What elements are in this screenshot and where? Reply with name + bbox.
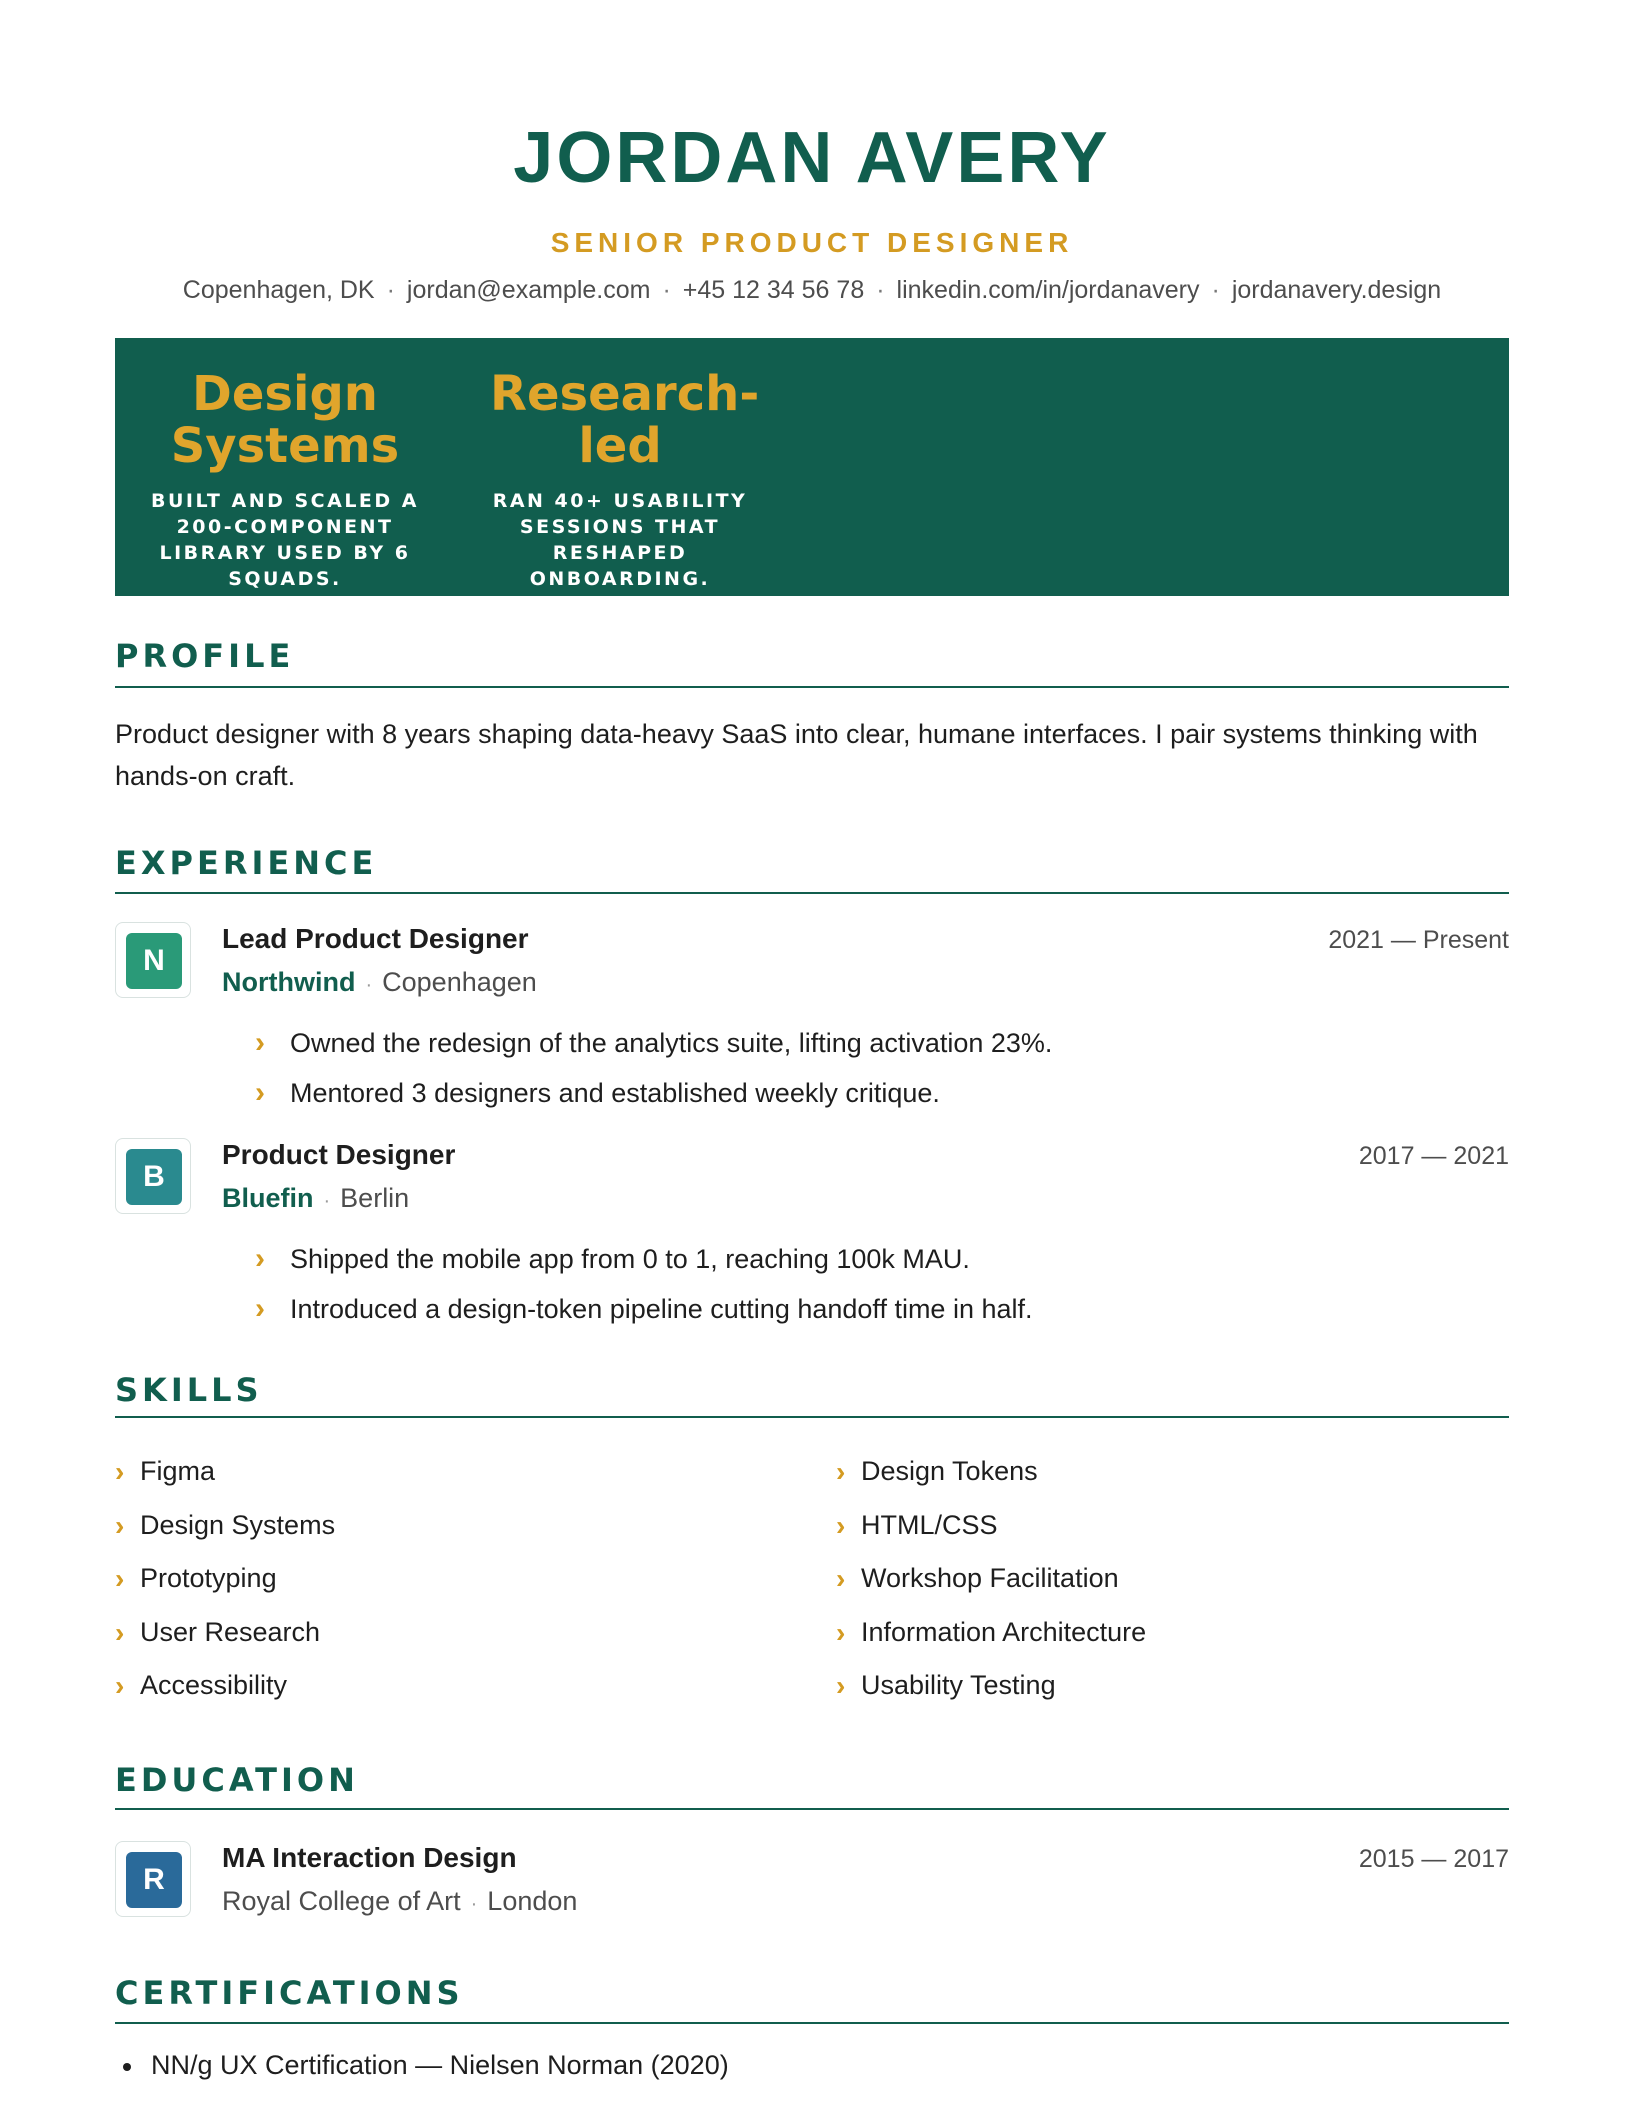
candidate-name: JORDAN AVERY (513, 118, 1111, 198)
skill-text: HTML/CSS (861, 1509, 998, 1540)
skill-text: Information Architecture (861, 1616, 1147, 1647)
skills-list-left (115, 1445, 335, 1713)
skill-item (115, 1499, 335, 1553)
certification-item: NN/g UX Certification — Nielsen Norman (2020) (115, 2047, 729, 2083)
chevron-right-icon: › (836, 1456, 846, 1487)
skill-item (836, 1445, 1146, 1499)
contact-email[interactable]: jordan@example.com (406, 276, 651, 304)
section-divider (115, 2022, 1509, 2024)
certification-list (115, 2047, 729, 2083)
skill-text: Prototyping (140, 1563, 277, 1593)
chevron-right-icon: › (836, 1616, 846, 1648)
education-dates: 2015 — 2017 (1358, 1845, 1509, 1873)
separator-dot: · (470, 1893, 478, 1915)
section-title-education: EDUCATION (115, 1761, 359, 1799)
job-role: Lead Product Designer (222, 923, 529, 954)
section-title-skills: SKILLS (115, 1371, 263, 1409)
section-divider (115, 892, 1509, 894)
company-logo (115, 922, 191, 998)
company-logo (115, 1138, 191, 1214)
section-title-certifications: CERTIFICATIONS (115, 1974, 464, 2012)
chevron-right-icon: › (255, 1026, 265, 1059)
contact-separator: · (662, 276, 671, 304)
skill-item (115, 1659, 335, 1713)
job-org-line (222, 1180, 409, 1219)
achievement-text: Shipped the mobile app from 0 to 1, reaching 100k MAU. (290, 1244, 970, 1274)
company-logo-tile: N (126, 933, 182, 989)
contact-separator: · (876, 276, 885, 304)
chevron-right-icon: › (836, 1509, 846, 1541)
contact-line (115, 273, 1509, 307)
contact-location: Copenhagen, DK (182, 276, 375, 304)
school-logo-tile: R (126, 1852, 182, 1908)
separator-dot: · (323, 1190, 331, 1212)
highlight-headline: Research-led (490, 366, 760, 474)
company-name: Bluefin (222, 1183, 314, 1213)
skill-item (115, 1445, 335, 1499)
contact-separator: · (386, 276, 395, 304)
candidate-title: SENIOR PRODUCT DESIGNER (550, 227, 1074, 258)
chevron-right-icon: › (836, 1670, 846, 1701)
school-line (222, 1883, 577, 1922)
skill-text: Design Systems (140, 1509, 336, 1540)
education-entry-rca (115, 1841, 1509, 1921)
achievement-item (255, 1284, 1033, 1334)
job-role: Product Designer (222, 1139, 456, 1170)
job-dates: 2021 — Present (1328, 926, 1509, 954)
degree-name: MA Interaction Design (222, 1842, 517, 1873)
skill-item (115, 1552, 335, 1606)
skill-text: Usability Testing (861, 1670, 1056, 1700)
skill-text: Workshop Facilitation (861, 1563, 1119, 1593)
job-location: Berlin (340, 1183, 410, 1213)
achievement-item (255, 1018, 1052, 1068)
chevron-right-icon: › (255, 1292, 265, 1325)
skill-text: Design Tokens (861, 1456, 1038, 1486)
experience-entry-bluefin (115, 1138, 1509, 1338)
section-title-profile: PROFILE (115, 637, 295, 675)
highlight-research-led (450, 368, 790, 592)
highlight-body: RAN 40+ USABILITY SESSIONS THAT RESHAPED ONBOARDING. (492, 490, 748, 590)
highlight-body: BUILT AND SCALED A 200-COMPONENT LIBRARY USED BY 6 SQUADS. (150, 490, 420, 590)
achievement-list (255, 1234, 1033, 1334)
experience-entry-northwind (115, 922, 1509, 1122)
highlights-band (115, 338, 1509, 596)
chevron-right-icon: › (836, 1563, 846, 1594)
chevron-right-icon: › (255, 1242, 265, 1275)
section-divider (115, 1416, 1509, 1418)
skill-text: Accessibility (140, 1670, 288, 1700)
skill-item (836, 1552, 1146, 1606)
achievement-item (255, 1068, 1052, 1118)
chevron-right-icon: › (115, 1563, 125, 1594)
section-title-experience: EXPERIENCE (115, 844, 378, 882)
school-logo (115, 1841, 191, 1917)
chevron-right-icon: › (115, 1509, 125, 1541)
chevron-right-icon: › (115, 1670, 125, 1701)
highlight-headline: Design Systems (170, 366, 400, 474)
profile-summary: Product designer with 8 years shaping data-heavy SaaS into clear, humane interfaces. I pair systems thinking with hands-on craft. (115, 719, 1478, 791)
contact-phone[interactable]: +45 12 34 56 78 (682, 276, 865, 304)
school-location: London (487, 1886, 578, 1916)
chevron-right-icon: › (255, 1076, 265, 1109)
job-org-line (222, 964, 537, 1003)
achievement-text: Introduced a design-token pipeline cutting handoff time in half. (290, 1294, 1033, 1324)
achievement-item (255, 1234, 1033, 1284)
achievement-text: Owned the redesign of the analytics suite, lifting activation 23%. (290, 1028, 1053, 1058)
separator-dot: · (365, 974, 373, 996)
skill-text: Figma (140, 1456, 216, 1486)
contact-separator: · (1211, 276, 1220, 304)
section-divider (115, 686, 1509, 688)
achievement-list (255, 1018, 1052, 1118)
company-logo-tile: B (126, 1149, 182, 1205)
job-location: Copenhagen (382, 967, 537, 997)
chevron-right-icon: › (115, 1616, 125, 1648)
job-dates: 2017 — 2021 (1358, 1142, 1509, 1170)
company-name: Northwind (222, 967, 356, 997)
skill-item (836, 1606, 1146, 1660)
skill-text: User Research (140, 1616, 321, 1647)
achievement-text: Mentored 3 designers and established weekly critique. (290, 1078, 940, 1108)
skill-item (836, 1659, 1146, 1713)
highlight-design-systems (115, 368, 455, 592)
skill-item (836, 1499, 1146, 1553)
school-name: Royal College of Art (222, 1886, 461, 1916)
skill-item (115, 1606, 335, 1660)
contact-website[interactable]: jordanavery.design (1231, 276, 1442, 304)
skills-list-right (836, 1445, 1146, 1713)
section-divider (115, 1808, 1509, 1810)
chevron-right-icon: › (115, 1456, 125, 1487)
contact-linkedin[interactable]: linkedin.com/in/jordanavery (896, 276, 1200, 304)
